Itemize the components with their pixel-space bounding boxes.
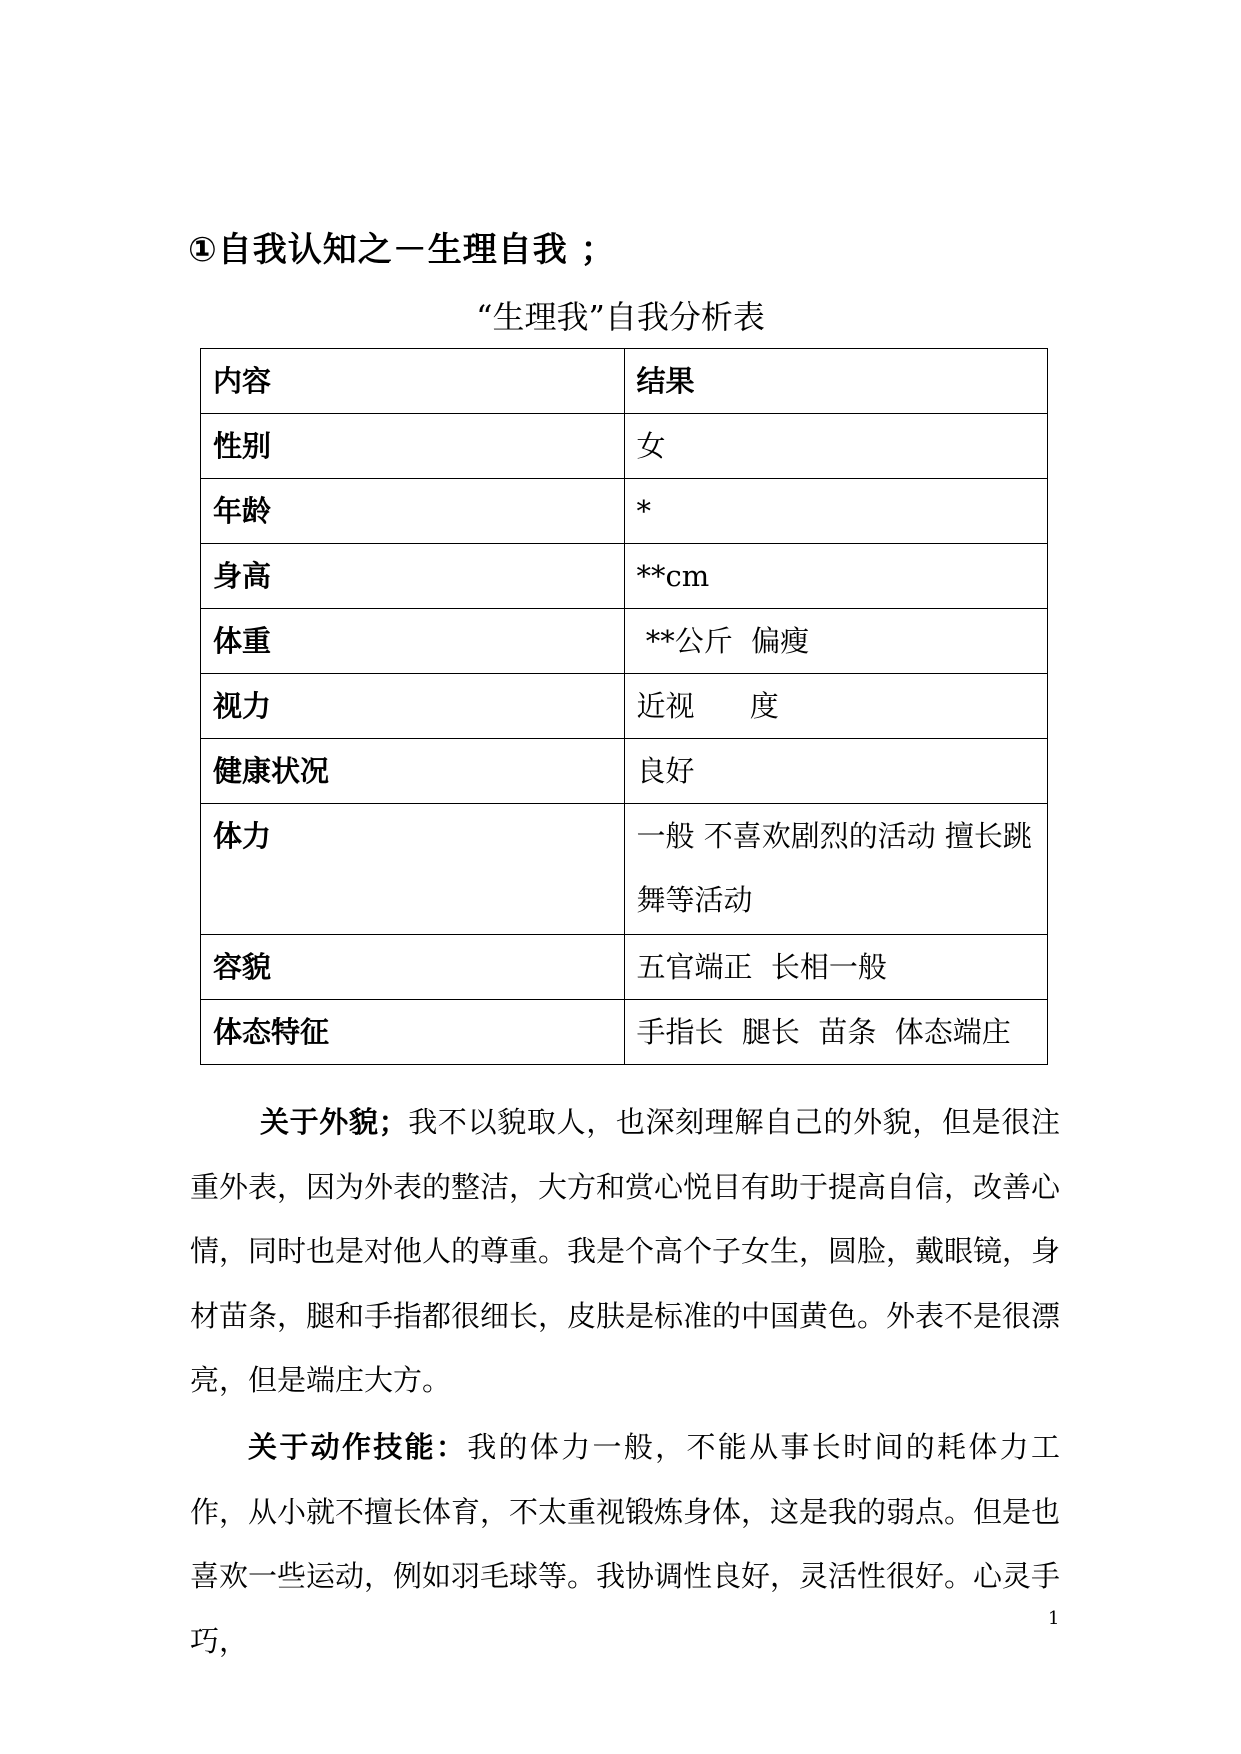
row-value: 近视 度 <box>624 674 1048 739</box>
table-row <box>201 739 1048 804</box>
row-value: 女 <box>624 414 1048 479</box>
row-label: 健康状况 <box>201 739 625 804</box>
table-row <box>201 479 1048 544</box>
row-value: **cm <box>624 544 1048 609</box>
row-label: 体重 <box>201 609 625 674</box>
table-caption: “生理我”自我分析表 <box>476 298 765 336</box>
paragraph-appearance <box>190 1090 1060 1413</box>
table-row <box>201 609 1048 674</box>
column-header-result: 结果 <box>624 349 1048 414</box>
column-header-content: 内容 <box>201 349 625 414</box>
table-row <box>201 804 1048 935</box>
row-label: 体力 <box>201 804 625 935</box>
table-row <box>201 935 1048 1000</box>
self-analysis-table <box>200 348 1048 1065</box>
paragraph-lead: 关于外貌； <box>260 1105 408 1139</box>
row-label: 身高 <box>201 544 625 609</box>
row-label: 性别 <box>201 414 625 479</box>
table-row <box>201 544 1048 609</box>
row-value: 一般 不喜欢剧烈的活动 擅长跳舞等活动 <box>624 804 1048 935</box>
row-value: 五官端正 长相一般 <box>624 935 1048 1000</box>
table-header-row <box>201 349 1048 414</box>
row-value: * <box>624 479 1048 544</box>
row-value: 手指长 腿长 苗条 体态端庄 <box>624 1000 1048 1065</box>
paragraph-text: 我不以貌取人，也深刻理解自己的外貌，但是很注重外表，因为外表的整洁，大方和赏心悦目有助于提高自信，改善心情，同时也是对他人的尊重。我是个高个子女生，圆脸，戴眼镜，身材苗条，腿和手指都很细长，皮肤是标准的中国黄色。外表不是很漂亮，但是端庄大方。 <box>190 1105 1061 1397</box>
page-number: 1 <box>1048 1608 1060 1629</box>
table-row <box>201 1000 1048 1065</box>
section-heading: ①自我认知之－生理自我 ； <box>188 230 616 270</box>
row-value: **公斤 偏瘦 <box>624 609 1048 674</box>
paragraph-text: 我的体力一般，不能从事长时间的耗体力工作，从小就不擅长体育，不太重视锻炼身体，这是我的弱点。但是也喜欢一些运动，例如羽毛球等。我协调性良好，灵活性很好。心灵手巧， <box>190 1430 1061 1658</box>
table-row <box>201 414 1048 479</box>
row-label: 年龄 <box>201 479 625 544</box>
paragraph-motor-skills <box>190 1415 1060 1673</box>
row-value: 良好 <box>624 739 1048 804</box>
row-label: 容貌 <box>201 935 625 1000</box>
paragraph-lead: 关于动作技能： <box>248 1430 468 1464</box>
row-label: 体态特征 <box>201 1000 625 1065</box>
table-row <box>201 674 1048 739</box>
row-label: 视力 <box>201 674 625 739</box>
